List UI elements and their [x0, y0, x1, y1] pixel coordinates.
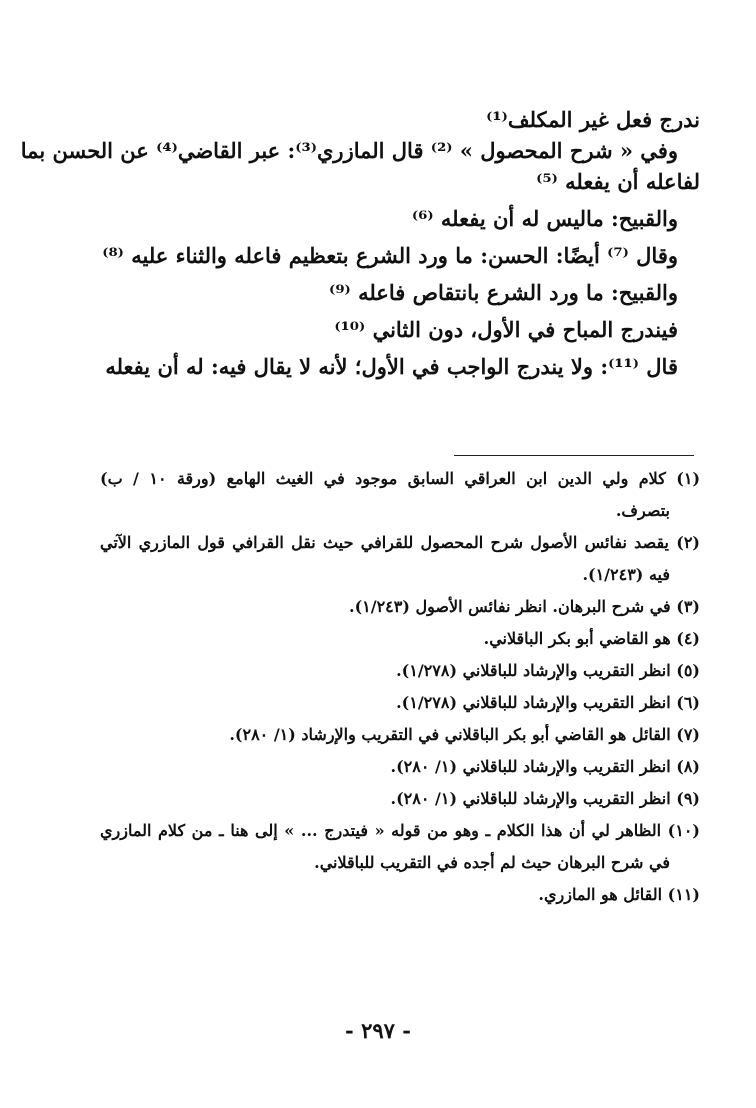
footnote-line: فيه (١/٢٤٣).	[582, 565, 670, 584]
main-text-line: ندرج فعل غير المكلف⁽¹⁾	[486, 107, 700, 132]
footnote-line: (٦) انظر التقريب والإرشاد للباقلاني (١/٢٧٨).	[396, 693, 700, 712]
footnote-line: (٤) هو القاضي أبو بكر الباقلاني.	[483, 629, 700, 648]
page-number: - ٢٩٧ -	[345, 1018, 411, 1043]
main-text-line: وقال ⁽⁷⁾ أيضًا: الحسن: ما ورد الشرع بتعظيم فاعله والثناء عليه ⁽⁸⁾	[102, 243, 678, 268]
main-text-line: والقبيح: ما ورد الشرع بانتقاص فاعله ⁽⁹⁾	[329, 280, 678, 305]
footnote-line: (١) كلام ولي الدين ابن العراقي السابق موجود في الغيث الهامع (ورقة ١٠ / ب)	[100, 469, 701, 488]
footnote-line: في شرح البرهان حيث لم أجده في التقريب للباقلاني.	[314, 853, 670, 872]
footnote-line: (٣) في شرح البرهان. انظر نفائس الأصول (١/٢٤٣).	[349, 597, 700, 616]
main-text-line: قال ⁽¹¹⁾: ولا يندرج الواجب في الأول؛ لأنه لا يقال فيه: له أن يفعله	[105, 354, 678, 379]
main-text-block	[20, 104, 700, 382]
footnote-line: (٢) يقصد نفائس الأصول شرح المحصول للقرافي حيث نقل القرافي قول المازري الآتي	[100, 533, 700, 552]
footnote-line: بتصرف.	[615, 501, 670, 520]
footnote-line: (١١) القائل هو المازري.	[538, 885, 700, 904]
footnote-separator	[454, 455, 694, 456]
footnote-line: (٥) انظر التقريب والإرشاد للباقلاني (١/٢٧٨).	[396, 661, 700, 680]
main-text-line: لفاعله أن يفعله ⁽⁵⁾	[536, 169, 700, 194]
main-text-line: فيندرج المباح في الأول، دون الثاني ⁽¹⁰⁾	[334, 317, 678, 342]
footnote-line: (١٠) الظاهر لي أن هذا الكلام ـ وهو من قوله « فيتدرج ... » إلى هنا ـ من كلام المازري	[100, 821, 700, 840]
footnotes-block	[100, 463, 700, 911]
footnote-line: (٧) القائل هو القاضي أبو بكر الباقلاني في التقريب والإرشاد (١/ ٢٨٠).	[229, 725, 700, 744]
footnote-line: (٨) انظر التقريب والإرشاد للباقلاني (١/ ٢٨٠).	[390, 757, 700, 776]
main-text-line: وفي « شرح المحصول » ⁽²⁾ قال المازري⁽³⁾: عبر القاضي⁽⁴⁾ عن الحسن بما	[20, 138, 678, 163]
main-text-line: والقبيح: ماليس له أن يفعله ⁽⁶⁾	[411, 206, 678, 231]
footnote-line: (٩) انظر التقريب والإرشاد للباقلاني (١/ ٢٨٠).	[390, 789, 700, 808]
